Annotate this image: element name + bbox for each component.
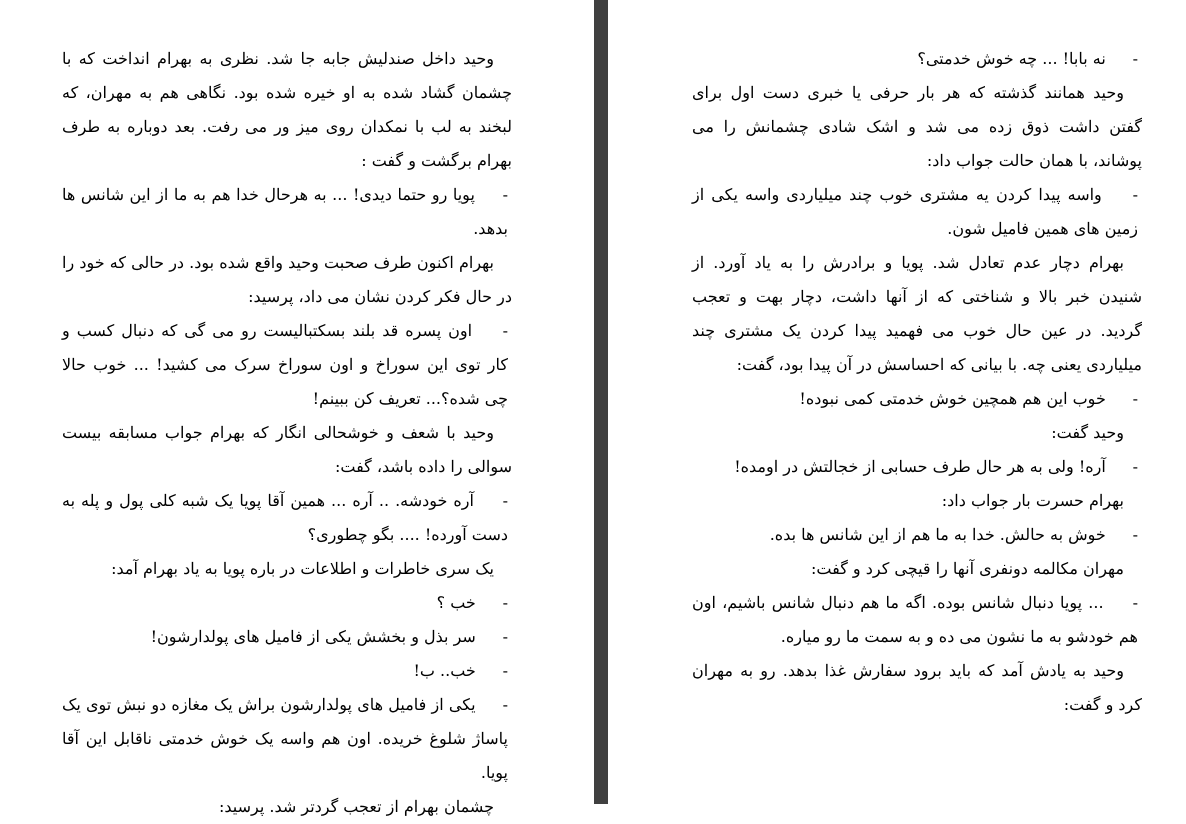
dialog-dash: - <box>1132 185 1139 204</box>
dialog-text: آره! ولی به هر حال طرف حسابی از خجالتش در اومده! <box>734 457 1106 476</box>
dialog-line <box>62 586 512 620</box>
paragraph: وحید با شعف و خوشحالی انگار که بهرام جواب مسابقه بیست سوالی را داده باشد، گفت: <box>62 423 512 476</box>
dialog-text: آره خودشه. .. آره ... همین آقا پویا یک شبه کلی پول و پله به دست آورده! .... بگو چطوری؟ <box>62 491 508 544</box>
dialog-text: یکی از فامیل های پولدارشون براش یک مغازه دو نبش توی یک پاساژ شلوغ خریده. اون هم واسه یک خوش خدمتی ناقابل این آقا پویا. <box>62 695 508 782</box>
dialog-dash: - <box>1132 389 1138 408</box>
dialog-text: خب ؟ <box>436 593 476 612</box>
dialog-line <box>692 450 1142 484</box>
paragraph: وحید همانند گذشته که هر بار حرفی یا خبری دست اول برای گفتن داشت ذوق زده می شد و اشک شادی چشمانش را می پوشاند، با همان حالت جواب داد: <box>692 83 1142 170</box>
dialog-text: سر بذل و بخشش یکی از فامیل های پولدارشون! <box>150 627 476 646</box>
paragraph: بهرام دچار عدم تعادل شد. پویا و برادرش را به یاد آورد. از شنیدن خبر بالا و شناختی که از آنها داشت، دچار بهت و تعجب گردید. در عین حال خوب می فهمید پیدا کردن یک مشتری چند میلیاردی یعنی چه. با بیانی که احساسش در آن پیدا بود، گفت: <box>692 253 1143 374</box>
paragraph: بهرام اکنون طرف صحبت وحید واقع شده بود. در حالی که خود را در حال فکر کردن نشان می داد، پرسید: <box>62 253 512 306</box>
right-page-text <box>692 42 1142 722</box>
paragraph: یک سری خاطرات و اطلاعات در باره پویا به یاد بهرام آمد: <box>111 559 494 578</box>
dialog-dash: - <box>1132 593 1139 612</box>
paragraph: وحید گفت: <box>1051 423 1124 442</box>
dialog-text: ... پویا دنبال شانس بوده. اگه ما هم دنبال شانس باشیم، اون هم خودشو به ما نشون می ده و به سمت ما رو میاره. <box>692 593 1138 646</box>
dialog-dash: - <box>1132 49 1138 68</box>
left-page-text <box>62 42 512 824</box>
dialog-line <box>692 518 1142 552</box>
right-page <box>608 0 1186 804</box>
dialog-dash: - <box>502 627 508 646</box>
dialog-text: واسه پیدا کردن یه مشتری خوب چند میلیاردی واسه یکی از زمین های همین فامیل شون. <box>692 185 1138 238</box>
dialog-line <box>692 382 1142 416</box>
paragraph: بهرام حسرت بار جواب داد: <box>941 491 1124 510</box>
dialog-dash: - <box>502 695 509 714</box>
dialog-dash: - <box>502 491 508 510</box>
dialog-line <box>62 484 512 552</box>
paragraph: وحید داخل صندلیش جابه جا شد. نظری به بهرام انداخت که با چشمان گشاد شده به او خیره شده بود. نگاهی هم به مهران، که لبخند به لب با نمکدان روی میز ور می رفت. بعد دوباره به طرف بهرام برگشت و گفت : <box>62 49 512 170</box>
dialog-dash: - <box>502 321 508 340</box>
dialog-line <box>692 586 1142 654</box>
dialog-line <box>62 620 512 654</box>
dialog-line <box>692 178 1142 246</box>
dialog-line <box>692 42 1142 76</box>
dialog-text: نه بابا! ... چه خوش خدمتی؟ <box>917 49 1106 68</box>
paragraph: چشمان بهرام از تعجب گردتر شد. پرسید: <box>219 797 494 816</box>
dialog-text: اون پسره قد بلند بسکتبالیست رو می گی که دنبال کسب و کار توی این سوراخ و اون سوراخ سرک می کشید! ... خوب حالا چی شده؟... تعریف کن ببینم! <box>62 321 508 408</box>
left-page <box>0 0 594 816</box>
dialog-text: خوب این هم همچین خوش خدمتی کمی نبوده! <box>799 389 1106 408</box>
dialog-dash: - <box>502 593 508 612</box>
dialog-line <box>62 314 512 416</box>
dialog-dash: - <box>1132 457 1138 476</box>
dialog-dash: - <box>502 661 508 680</box>
paragraph: وحید به یادش آمد که باید برود سفارش غذا بدهد. رو به مهران کرد و گفت: <box>692 661 1142 714</box>
dialog-line <box>62 654 512 688</box>
page-divider <box>594 0 608 804</box>
dialog-text: خوش به حالش. خدا به ما هم از این شانس ها بده. <box>769 525 1106 544</box>
dialog-text: خب.. ب! <box>413 661 476 680</box>
dialog-dash: - <box>502 185 509 204</box>
dialog-line <box>62 178 512 246</box>
dialog-line <box>62 688 512 790</box>
dialog-dash: - <box>1132 525 1138 544</box>
paragraph: مهران مکالمه دونفری آنها را قیچی کرد و گفت: <box>811 559 1124 578</box>
dialog-text: پویا رو حتما دیدی! ... به هرحال خدا هم به ما از این شانس ها بدهد. <box>62 185 508 238</box>
